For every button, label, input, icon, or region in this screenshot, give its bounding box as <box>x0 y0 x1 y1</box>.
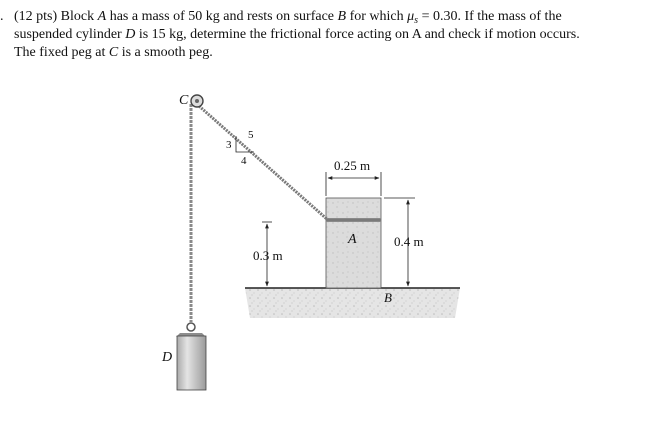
height-label: 0.4 m <box>394 234 424 249</box>
bullet: . <box>0 9 4 24</box>
mu-value: = 0.30. If the mass of the <box>421 9 562 24</box>
slope-label-4: 4 <box>241 155 247 167</box>
width-label: 0.25 m <box>334 158 371 173</box>
block-word: Block <box>60 9 95 24</box>
block-var: A <box>97 9 107 24</box>
peg-var: C <box>108 45 119 60</box>
line2-a: suspended cylinder <box>14 27 122 42</box>
line3-a: The fixed peg at <box>14 45 106 60</box>
line3-b: is a smooth peg. <box>121 45 213 60</box>
surface-label: B <box>384 290 392 305</box>
slope-label-5: 5 <box>248 129 254 141</box>
block-label: A <box>348 232 357 247</box>
for-which-text: for which <box>349 9 404 24</box>
problem-points: (12 pts) <box>14 9 58 24</box>
cylinder-var: D <box>125 27 136 42</box>
cylinder-label: D <box>162 350 173 365</box>
mu-subscript: s <box>414 15 419 26</box>
mu-symbol: μ <box>407 9 415 24</box>
surface-var: B <box>337 9 347 24</box>
cylinder-d <box>176 323 206 390</box>
peg-label: C <box>179 93 189 108</box>
peg-c <box>191 95 203 107</box>
attach-height-label: 0.3 m <box>253 248 283 263</box>
rope-peg-to-block <box>199 106 328 220</box>
width-dimension <box>326 172 381 196</box>
line2-b: is 15 kg, determine the frictional force acting on A and check if motion occurs. <box>138 27 580 42</box>
ground-surface <box>245 288 460 318</box>
slope-label-3: 3 <box>226 139 232 151</box>
mass-text: has a mass of 50 kg and rests on surface <box>109 9 335 24</box>
